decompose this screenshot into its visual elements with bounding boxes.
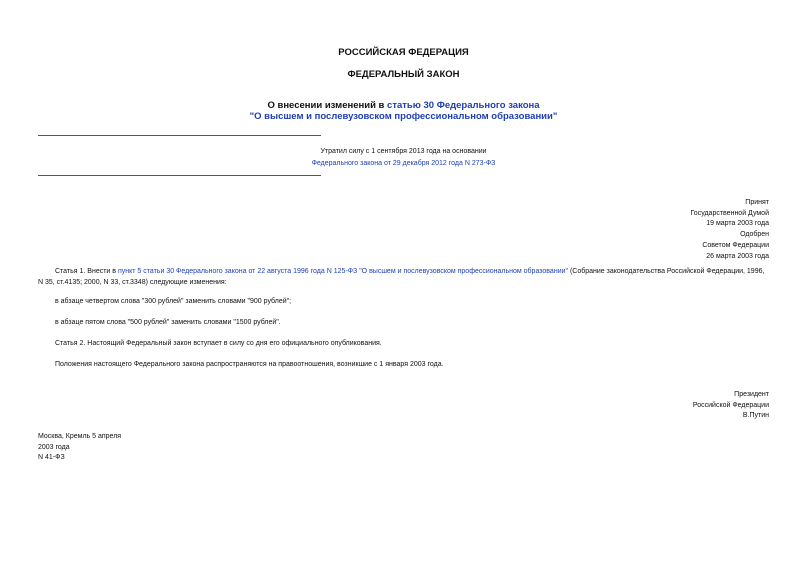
divider-bottom [38,175,321,176]
adoption-block [690,198,769,262]
provisions-paragraph: Положения настоящего Федерального закона распространяются на правоотношения, возникшие с 1 января 2003 года. [55,361,444,368]
signature-block [693,390,769,422]
article-1-prefix: Статья 1. Внести в [55,268,118,275]
change-1: в абзаце четвертом слова "300 рублей" заменить словами "900 рублей"; [55,298,292,305]
article-2: Статья 2. Настоящий Федеральный закон вступает в силу со дня его официального опубликования. [55,340,382,347]
signature-country: Российской Федерации [692,401,769,409]
law-number: N 41-ФЗ [38,454,65,461]
divider-top [38,135,321,136]
place-date-block [38,432,121,464]
status-note-link[interactable]: Федерального закона от 29 декабря 2012 года N 273-ФЗ [311,160,496,167]
adoption-line-3: 19 марта 2003 года [706,220,769,228]
status-note [0,146,807,170]
adoption-line-6: 26 марта 2003 года [706,252,769,260]
signature-title: Президент [734,391,769,398]
signature-name: В.Путин [742,412,769,419]
article-1-law-link[interactable]: пункт 5 статьи 30 Федерального закона от 22 августа 1996 года N 125-ФЗ "О высшем и послевузовском профессиональном образовании" [117,268,568,275]
country-heading: РОССИЙСКАЯ ФЕДЕРАЦИЯ [338,47,469,58]
adoption-line-5: Советом Федерации [702,241,769,249]
place-line-1: Москва, Кремль 5 апреля [38,433,122,440]
place-line-2: 2003 года [38,443,70,451]
adoption-line-4: Одобрен [740,231,769,239]
law-title [0,100,807,122]
article-1 [38,267,770,288]
title-prefix: О внесении изменений в [267,100,388,111]
title-article-link[interactable]: статью 30 Федерального закона [387,100,540,111]
status-note-text: Утратил силу с 1 сентября 2013 года на основании [320,148,487,155]
adoption-line-2: Государственной Думой [690,209,769,217]
article-1-suffix: (Собрание законодательства Российской Федерации, 1996, N 35, ст.4135; 2000, N 33, ст.3348) следующие изменения: [38,268,765,286]
title-law-name-link[interactable]: "О высшем и послевузовском профессиональном образовании" [249,111,558,122]
adoption-line-1: Принят [745,199,769,206]
change-2: в абзаце пятом слова "500 рублей" заменить словами "1500 рублей". [55,319,281,326]
law-type-heading: ФЕДЕРАЛЬНЫЙ ЗАКОН [347,69,460,80]
